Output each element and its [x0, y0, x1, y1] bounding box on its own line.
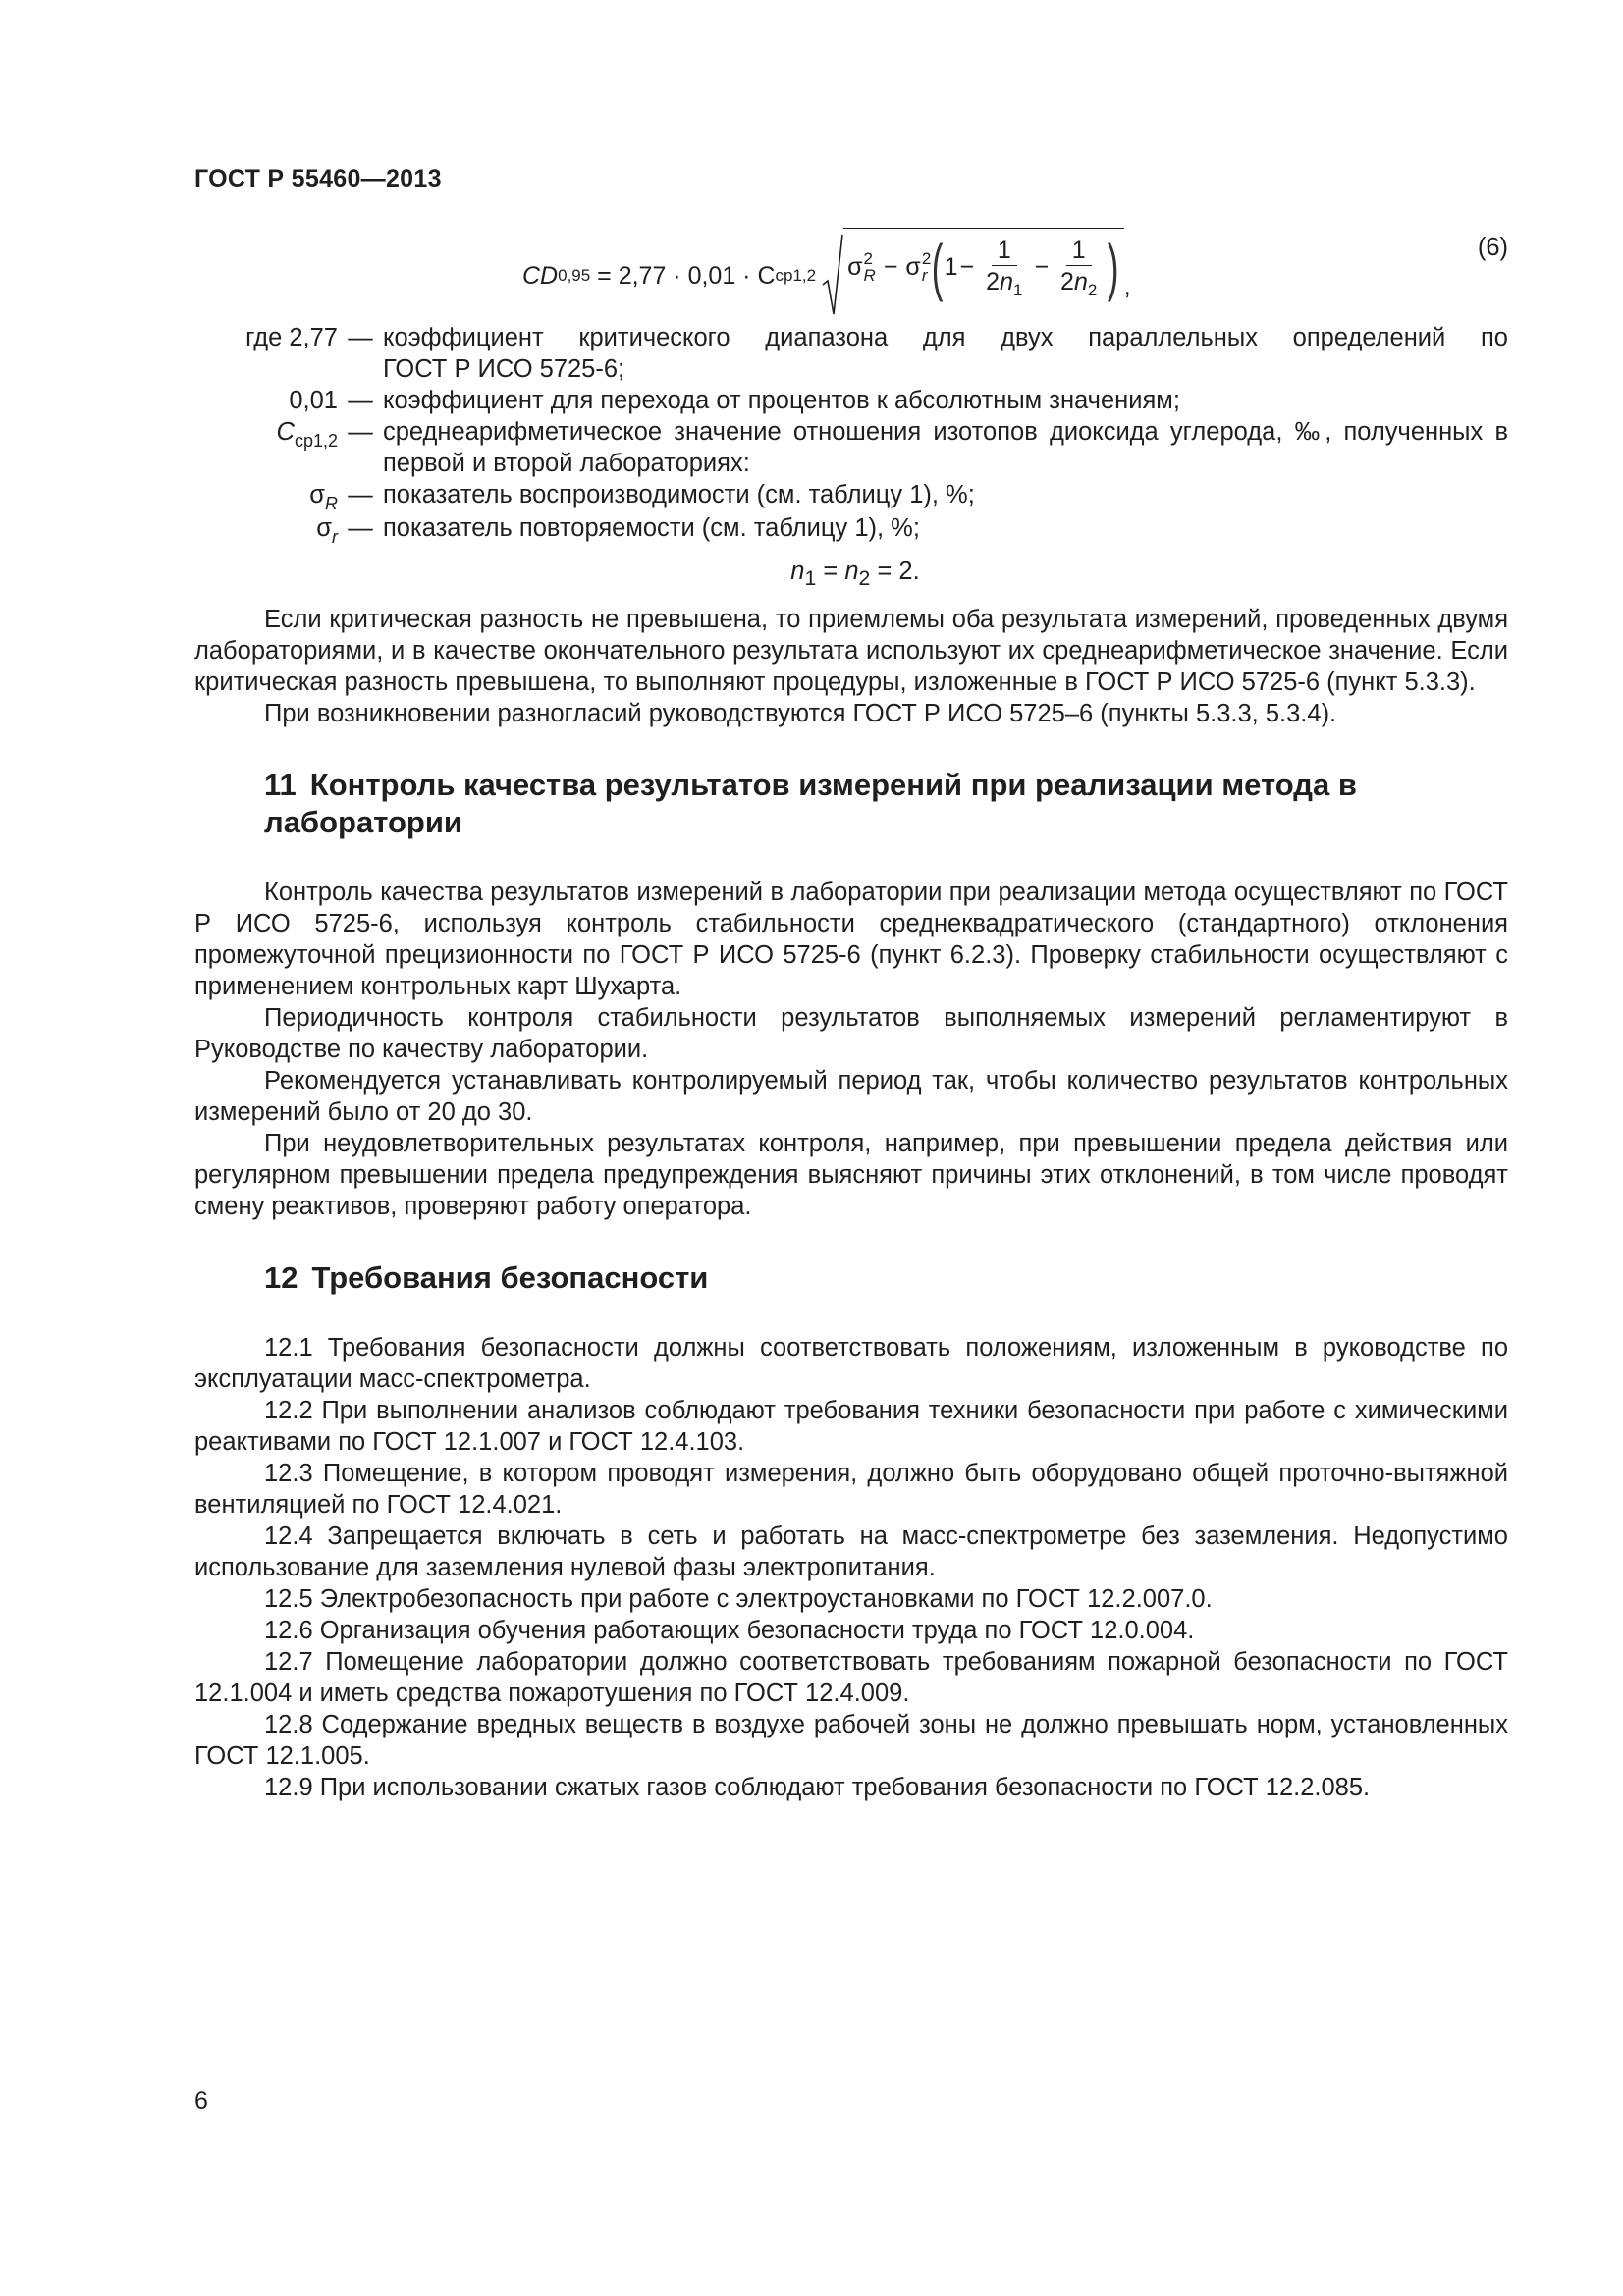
section-12-heading: 12 Требования безопасности — [264, 1260, 709, 1296]
clause-12-2: 12.2 При выполнении анализов соблюдают требования техники безопасности при работе с химическими реактивами по ГОСТ 12.1.007 и ГОСТ 12.4.103. — [194, 1397, 1508, 1457]
formula-coefficients: = 2,77 · 0,01 · C — [590, 262, 776, 290]
clause-12-4: 12.4 Запрещается включать в сеть и работать на масс-спектрометре без заземления. Недопустимо использование для заземления нулевой фазы электропитания. — [194, 1522, 1508, 1582]
definition-item: где 2,77 — коэффициент критического диапазона для двух параллельных определений по ГОСТ Р ИСО 5725-6; — [245, 324, 1508, 383]
clause-12-7: 12.7 Помещение лаборатории должно соответствовать требованиям пожарной безопасности по ГОСТ 12.1.004 и иметь средства пожаротушения по ГОСТ 12.4.009. — [194, 1648, 1508, 1708]
section-11-heading: 11 Контроль качества результатов измерений при реализации метода в лаборатории — [264, 768, 1357, 840]
clause-12-3: 12.3 Помещение, в котором проводят измерения, должно быть оборудовано общей проточно-вытяжной вентиляцией по ГОСТ 12.4.021. — [194, 1460, 1508, 1520]
formula-cd: CD 0,95 = 2,77 · 0,01 · C ср1,2 σ 2 R − σ 2 r ( 1 − $\frac{1}{2n_1}$ − $\frac{1}{2n_2}$ ) , — [522, 234, 1131, 318]
paragraph: Контроль качества результатов измерений в лаборатории при реализации метода осуществляют по ГОСТ Р ИСО 5725-6, используя контроль стабильности среднеквадратического (стандартного) отклонения промежуточной прецизионности по ГОСТ Р ИСО 5725-6 (пункт 6.2.3). Проверку стабильности осуществляют с применением контрольных карт Шухарта. — [194, 879, 1508, 1001]
clause-12-1: 12.1 Требования безопасности должны соответствовать положениям, изложенным в руководстве по эксплуатации масс-спектрометра. — [194, 1334, 1508, 1394]
minus-sign: − — [883, 252, 898, 281]
formula-definitions — [194, 322, 1508, 546]
page-number: 6 — [194, 2087, 208, 2114]
clause-12-8: 12.8 Содержание вредных веществ в воздухе рабочей зоны не должно превышать норм, установленных ГОСТ 12.1.005. — [194, 1711, 1508, 1771]
clause-12-5: 12.5 Электробезопасность при работе с электроустановками по ГОСТ 12.2.007.0. — [264, 1585, 1213, 1614]
n-equation: $n_1 = n_2 = 2$. — [790, 558, 920, 591]
definition-item: $С_{ср1,2}$ — среднеарифметическое значение отношения изотопов диоксида углерода, ‰, полученных в первой и второй лабораториях: — [276, 418, 1508, 477]
fraction-1: $\frac{1}{2n_1}$ — [986, 237, 1023, 299]
clause-12-6: 12.6 Организация обучения работающих безопасности труда по ГОСТ 12.0.004. — [264, 1617, 1195, 1645]
right-paren: ) — [1108, 231, 1119, 302]
page-content — [194, 226, 1508, 1803]
paragraph: При возникновении разногласий руководствуются ГОСТ Р ИСО 5725–6 (пункты 5.3.3, 5.3.4). — [264, 700, 1337, 728]
sigma-r-big: σ 2 R — [847, 248, 876, 285]
fraction-2: $\frac{1}{2n_2}$ — [1060, 237, 1098, 299]
formula-lhs: CD — [522, 262, 559, 290]
formula-one: 1 — [944, 252, 958, 281]
formula-trailing-comma: , — [1123, 273, 1131, 300]
square-root — [822, 231, 1124, 318]
definition-item: $\sigma_R$ — показатель воспроизводимости (см. таблицу 1), %; — [309, 481, 975, 513]
sigma-r-small: σ 2 r — [905, 248, 932, 285]
definition-item: $\sigma_r$ — показатель повторяемости (см. таблицу 1), %; — [316, 514, 920, 547]
paragraph: Периодичность контроля стабильности результатов выполняемых измерений регламентируют в Руководстве по качеству лаборатории. — [194, 1004, 1508, 1064]
paragraph: Если критическая разность не превышена, то приемлемы оба результата измерений, проведенных двумя лабораториями, и в качестве окончательного результата используют их среднеарифметическое значение. Если критическая разность превышена, то выполняют процедуры, изложенные в ГОСТ Р ИСО 5725-6 (пункт 5.3.3). — [194, 606, 1508, 697]
radical-sign-icon — [822, 234, 843, 318]
document-header: ГОСТ Р 55460—2013 — [194, 165, 442, 192]
definition-item: 0,01 — коэффициент для перехода от процентов к абсолютным значениям; — [289, 387, 1180, 414]
left-paren: ( — [932, 231, 944, 302]
clause-12-9: 12.9 При использовании сжатых газов соблюдают требования безопасности по ГОСТ 12.2.085. — [264, 1774, 1371, 1802]
formula-block — [194, 226, 1508, 316]
paragraph: Рекомендуется устанавливать контролируемый период так, чтобы количество результатов контрольных измерений было от 20 до 30. — [194, 1067, 1508, 1127]
paragraph: При неудовлетворительных результатах контроля, например, при превышении предела действия или регулярном превышении предела предупреждения выясняют причины этих отклонений, в том числе проводят смену реактивов, проверяют работу оператора. — [194, 1130, 1508, 1221]
equation-number: (6) — [1477, 234, 1508, 261]
radicand: σ 2 R − σ 2 r ( 1 − $\frac{1}{2n_1}$ − $\frac{1}{2n_2}$ ) — [843, 228, 1124, 303]
